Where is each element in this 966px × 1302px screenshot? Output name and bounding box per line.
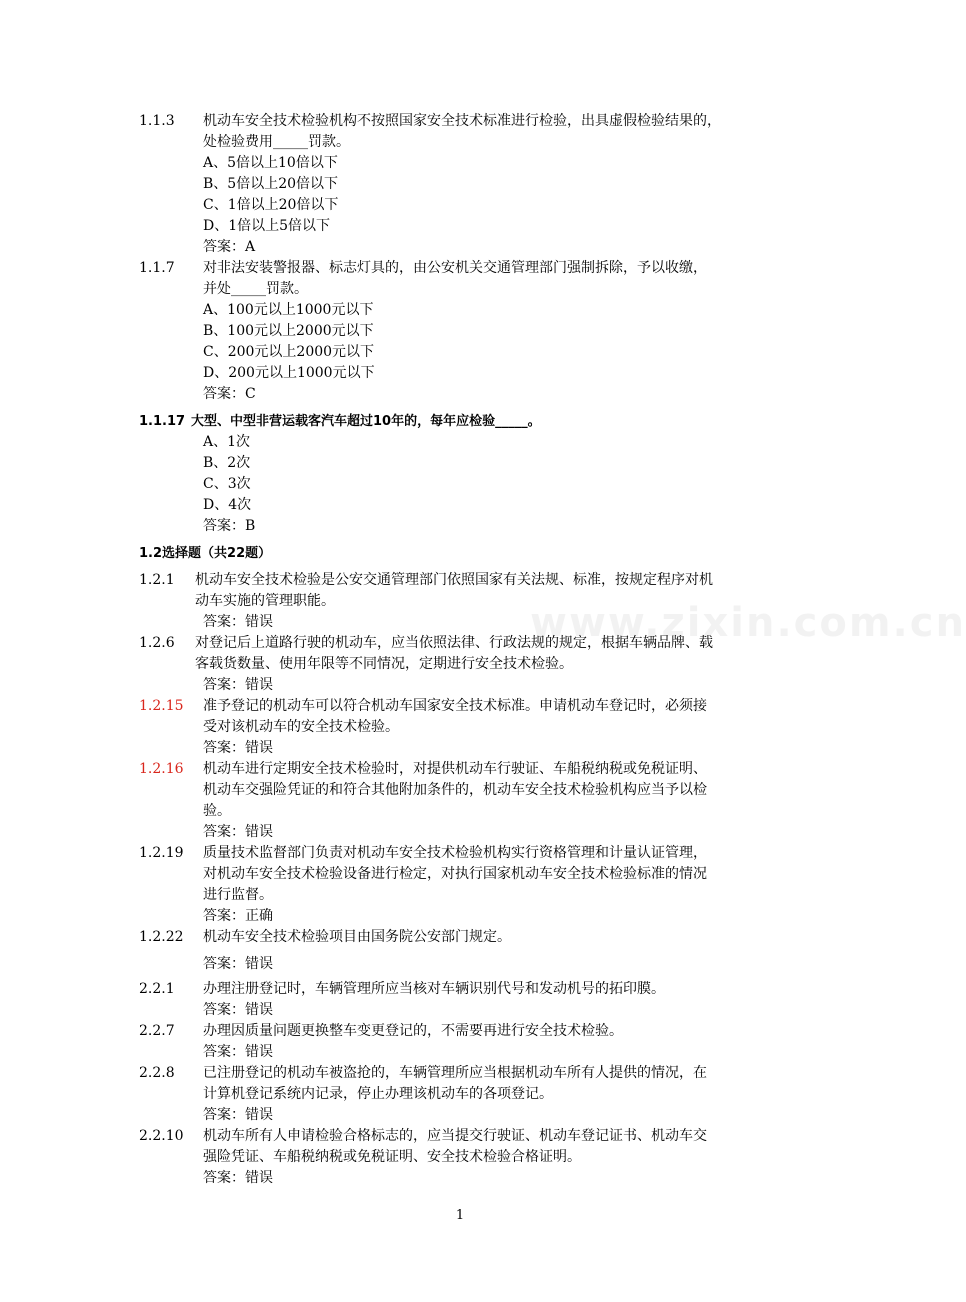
question-number: 1.1.3 — [139, 113, 175, 129]
question-text-line: 机动车安全技术检验是公安交通管理部门依照国家有关法规、标准，按规定程序对机 — [195, 572, 713, 588]
question-number: 1.2.19 — [139, 845, 184, 861]
judgment-1-2-16 — [139, 759, 789, 843]
option-c: C、3次 — [203, 476, 251, 492]
question-text-line: 机动车安全技术检验项目由国务院公安部门规定。 — [203, 929, 511, 945]
option-a: A、100元以上1000元以下 — [203, 302, 374, 318]
option-a: A、5倍以上10倍以下 — [203, 155, 338, 171]
question-body — [203, 979, 789, 1021]
question-text-line: 机动车进行定期安全技术检验时，对提供机动车行驶证、车船税纳税或免税证明、 — [203, 761, 707, 777]
option-d: D、1倍以上5倍以下 — [203, 218, 331, 234]
option-d: D、200元以上1000元以下 — [203, 365, 375, 381]
question-text-line: 已注册登记的机动车被盗抢的，车辆管理所应当根据机动车所有人提供的情况，在 — [203, 1065, 707, 1081]
answer-text: 答案：错误 — [203, 1170, 273, 1186]
question-text-line: 大型、中型非营运载客汽车超过10年的，每年应检验_____。 — [191, 414, 541, 429]
question-1-1-17 — [139, 411, 789, 537]
answer-text: 答案：错误 — [203, 614, 273, 630]
option-b: B、5倍以上20倍以下 — [203, 176, 339, 192]
judgment-1-2-22 — [139, 927, 789, 975]
option-c: C、1倍以上20倍以下 — [203, 197, 339, 213]
option-d: D、4次 — [203, 497, 252, 513]
question-body — [203, 111, 789, 258]
judgment-2-2-7 — [139, 1021, 789, 1063]
question-text-line: 机动车交强险凭证的和符合其他附加条件的，机动车安全技术检验机构应当予以检 — [203, 782, 707, 798]
question-body — [203, 843, 789, 927]
question-number: 1.2.16 — [139, 761, 184, 777]
option-b: B、100元以上2000元以下 — [203, 323, 374, 339]
question-text-line: 对登记后上道路行驶的机动车，应当依照法律、行政法规的规定，根据车辆品牌、载 — [195, 635, 713, 651]
question-body — [203, 759, 789, 843]
question-text-line: 机动车所有人申请检验合格标志的，应当提交行驶证、机动车登记证书、机动车交 — [203, 1128, 707, 1144]
question-number: 1.1.17 — [139, 414, 186, 429]
question-1-1-3 — [139, 111, 789, 258]
question-body — [191, 411, 789, 537]
question-body — [203, 1021, 789, 1063]
question-text-line: 办理因质量问题更换整车变更登记的，不需要再进行安全技术检验。 — [203, 1023, 623, 1039]
question-number: 1.2.15 — [139, 698, 184, 714]
question-number: 1.2.6 — [139, 635, 175, 651]
judgment-2-2-1 — [139, 979, 789, 1021]
question-text-line: 准予登记的机动车可以符合机动车国家安全技术标准。申请机动车登记时，必须接 — [203, 698, 707, 714]
question-text-line: 验。 — [203, 803, 231, 819]
question-text-line: 对非法安装警报器、标志灯具的，由公安机关交通管理部门强制拆除，予以收缴， — [203, 260, 707, 276]
answer-text: 答案：B — [203, 518, 256, 534]
question-text-line: 办理注册登记时，车辆管理所应当核对车辆识别代号和发动机号的拓印膜。 — [203, 981, 665, 997]
judgment-2-2-8 — [139, 1063, 789, 1126]
question-number: 1.1.7 — [139, 260, 175, 276]
question-text-line: 质量技术监督部门负责对机动车安全技术检验机构实行资格管理和计量认证管理， — [203, 845, 707, 861]
option-b: B、2次 — [203, 455, 251, 471]
question-text-line: 动车实施的管理职能。 — [195, 593, 335, 609]
answer-text: 答案：A — [203, 239, 256, 255]
question-body — [203, 1063, 789, 1126]
question-text-line: 强险凭证、车船税纳税或免税证明、安全技术检验合格证明。 — [203, 1149, 581, 1165]
question-number: 2.2.1 — [139, 981, 175, 997]
answer-text: 答案：正确 — [203, 908, 273, 924]
judgment-2-2-10 — [139, 1126, 789, 1189]
question-body — [203, 1126, 789, 1189]
judgment-1-2-15 — [139, 696, 789, 759]
question-number: 2.2.10 — [139, 1128, 184, 1144]
question-text-line: 处检验费用_____罚款。 — [203, 134, 350, 150]
question-text-line: 并处_____罚款。 — [203, 281, 308, 297]
question-body — [203, 927, 789, 975]
question-number: 2.2.8 — [139, 1065, 175, 1081]
question-number: 1.2.22 — [139, 929, 184, 945]
section-title: 1.2选择题（共22题） — [139, 546, 272, 561]
answer-text: 答案：错误 — [203, 1044, 273, 1060]
answer-text: 答案：错误 — [203, 956, 273, 972]
question-body — [203, 696, 789, 759]
option-c: C、200元以上2000元以下 — [203, 344, 375, 360]
option-a: A、1次 — [203, 434, 251, 450]
question-text-line: 机动车安全技术检验机构不按照国家安全技术标准进行检验，出具虚假检验结果的， — [203, 113, 721, 129]
question-text-line: 受对该机动车的安全技术检验。 — [203, 719, 399, 735]
answer-text: 答案：C — [203, 386, 256, 402]
answer-text: 答案：错误 — [203, 1002, 273, 1018]
question-number: 2.2.7 — [139, 1023, 175, 1039]
answer-text: 答案：错误 — [203, 740, 273, 756]
answer-text: 答案：错误 — [203, 1107, 273, 1123]
page-number: 1 — [455, 1208, 465, 1223]
question-text-line: 进行监督。 — [203, 887, 273, 903]
answer-text: 答案：错误 — [203, 677, 273, 693]
question-text-line: 对机动车安全技术检验设备进行检定，对执行国家机动车安全技术检验标准的情况 — [203, 866, 707, 882]
question-text-line: 客载货数量、使用年限等不同情况，定期进行安全技术检验。 — [195, 656, 573, 672]
judgment-1-2-19 — [139, 843, 789, 927]
question-number: 1.2.1 — [139, 572, 175, 588]
question-body — [203, 258, 789, 405]
answer-text: 答案：错误 — [203, 824, 273, 840]
question-text-line: 计算机登记系统内记录，停止办理该机动车的各项登记。 — [203, 1086, 553, 1102]
watermark: www.zixin.com.cn — [530, 600, 966, 646]
question-1-1-7 — [139, 258, 789, 405]
